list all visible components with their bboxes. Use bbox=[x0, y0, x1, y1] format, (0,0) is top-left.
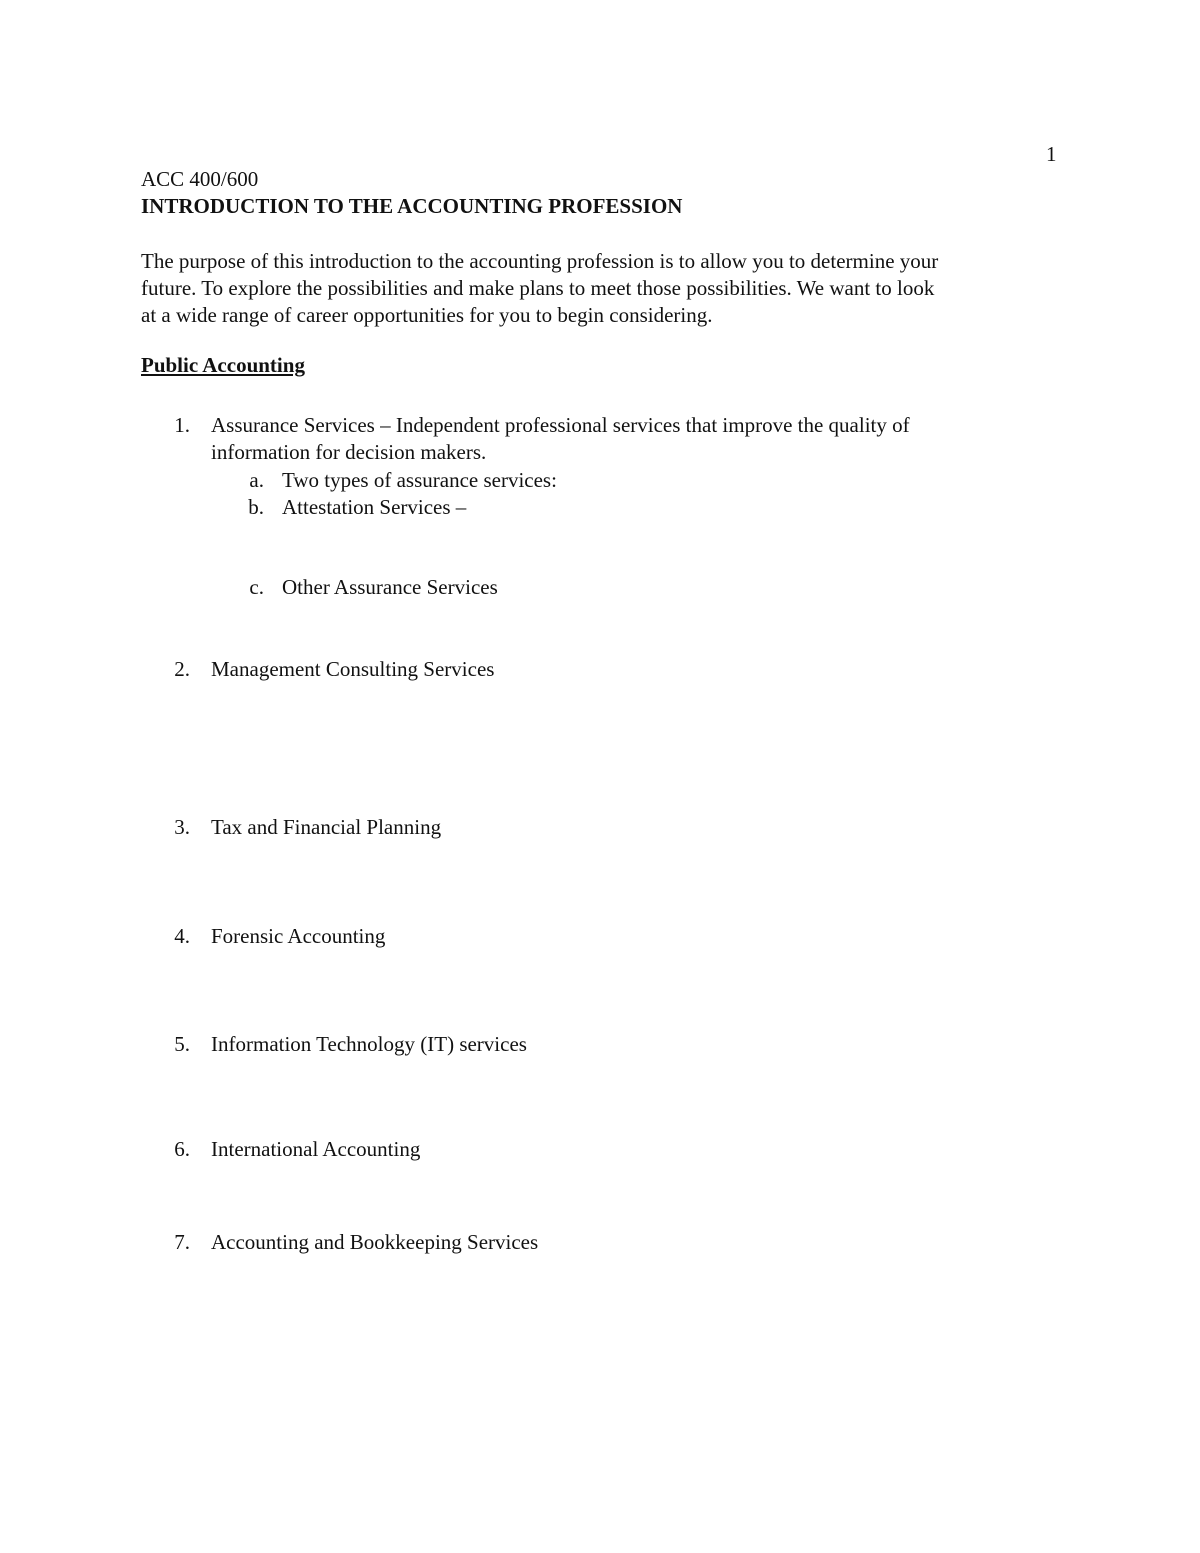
list-item-number: 6. bbox=[174, 1137, 190, 1161]
sublist-item-text: Two types of assurance services: bbox=[282, 468, 557, 492]
list-item-text: International Accounting bbox=[211, 1137, 421, 1161]
sublist-item-text: Other Assurance Services bbox=[282, 575, 498, 599]
sublist-item-letter: b. bbox=[248, 495, 264, 519]
list-item-number: 5. bbox=[174, 1032, 190, 1056]
list-item-text: Accounting and Bookkeeping Services bbox=[211, 1230, 539, 1254]
intro-line: The purpose of this introduction to the accounting profession is to allow you to determine your bbox=[141, 249, 939, 273]
section-heading: Public Accounting bbox=[141, 353, 305, 377]
list-item-text: Management Consulting Services bbox=[211, 657, 495, 681]
intro-line: at a wide range of career opportunities for you to begin considering. bbox=[141, 303, 713, 327]
document-title: INTRODUCTION TO THE ACCOUNTING PROFESSION bbox=[141, 194, 683, 218]
intro-paragraph bbox=[141, 248, 1061, 329]
page-number: 1 bbox=[1046, 142, 1057, 166]
sublist-item-text: Attestation Services – bbox=[282, 495, 467, 519]
list-item-number: 3. bbox=[174, 815, 190, 839]
list-item-text: Assurance Services – Independent professional services that improve the quality of bbox=[211, 413, 910, 437]
list-item-number: 2. bbox=[174, 657, 190, 681]
list-item-number: 1. bbox=[174, 413, 190, 437]
intro-line: future. To explore the possibilities and make plans to meet those possibilities. We want to look bbox=[141, 276, 935, 300]
list-item-text: Information Technology (IT) services bbox=[211, 1032, 527, 1056]
list-item-text: Forensic Accounting bbox=[211, 924, 386, 948]
list-item-text: information for decision makers. bbox=[211, 440, 487, 464]
list-item-text: Tax and Financial Planning bbox=[211, 815, 442, 839]
list-item-number: 7. bbox=[174, 1230, 190, 1254]
list-item-number: 4. bbox=[174, 924, 190, 948]
course-code: ACC 400/600 bbox=[141, 167, 259, 191]
sublist-item-letter: a. bbox=[249, 468, 264, 492]
sublist-item-letter: c. bbox=[249, 575, 264, 599]
